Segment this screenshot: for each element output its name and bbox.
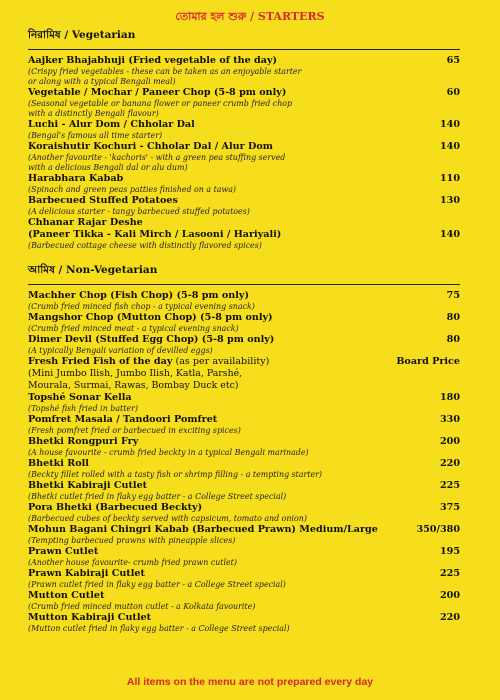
- item-description: (Crumb fried minced mutton cutlet - a Kolkata favourite): [28, 602, 256, 611]
- item-name: Koraishutir Kochuri - Chholar Dal / Alur Dom: [28, 141, 273, 152]
- menu-item: [28, 480, 460, 502]
- section-title-vegetarian: নিরামিষ / Vegetarian: [28, 29, 136, 41]
- item-price: 195: [439, 546, 460, 557]
- item-description: (Tempting barbecued prawns with pineapple slices): [28, 536, 236, 545]
- item-price: 80: [446, 312, 460, 323]
- item-name: Fresh Fried Fish of the day: [28, 356, 173, 367]
- item-price: 75: [446, 290, 460, 301]
- item-description: (Another favourite - 'kachoris' - with a green pea stuffing served: [28, 153, 286, 162]
- menu-item: [28, 87, 460, 119]
- item-description: (Bengal's famous all time starter): [28, 131, 163, 140]
- item-description: (Spinach and green peas patties finished on a tawa): [28, 185, 236, 194]
- item-description: (Crumb fried minced meat - a typical evening snack): [28, 324, 239, 333]
- item-name: Luchi - Alur Dom / Chholar Dal: [28, 119, 195, 130]
- item-price: 140: [439, 229, 460, 240]
- item-name: Aajker Bhajabhuji (Fried vegetable of the day): [28, 55, 278, 66]
- item-price: 220: [439, 612, 460, 623]
- menu-item: [28, 414, 460, 436]
- item-price: 80: [446, 334, 460, 345]
- item-description: with a distinctly Bengali flavour): [28, 109, 159, 118]
- item-description: (A house favourite - crumb fried beckty in a typical Bengali marinade): [28, 448, 309, 457]
- item-description: with a delicious Bengali dal or alu dum): [28, 163, 188, 172]
- item-price: 225: [439, 568, 460, 579]
- item-description: (Seasonal vegetable or banana flower or paneer crumb fried chop: [28, 99, 293, 108]
- menu-item: [28, 312, 460, 334]
- item-description: (Topshé fish fried in batter): [28, 404, 138, 413]
- item-description: (A typically Bengali variation of devilled eggs): [28, 346, 213, 355]
- menu-item: [28, 356, 460, 392]
- item-description: (Barbecued cottage cheese with distinctly flavored spices): [28, 241, 262, 250]
- section-divider: [28, 49, 460, 50]
- menu-item: [28, 119, 460, 141]
- item-name: Topshé Sonar Kella: [28, 392, 132, 403]
- item-description: (Prawn cutlet fried in flaky egg batter - a College Street special): [28, 580, 286, 589]
- item-name: Mutton Cutlet: [28, 590, 105, 601]
- item-description: (Crumb fried minced fish chop - a typical evening snack): [28, 302, 255, 311]
- menu-item: [28, 502, 460, 524]
- item-name-detail: (Paneer Tikka - Kali Mirch / Lasooni / Hariyali): [28, 229, 282, 240]
- item-name: Mohun Bagani Chingri Kabab (Barbecued Prawn) Medium/Large: [28, 524, 378, 535]
- item-price: 110: [439, 173, 460, 184]
- menu-item: [28, 436, 460, 458]
- item-price: 130: [439, 195, 460, 206]
- item-price: 200: [439, 436, 460, 447]
- item-price: 330: [439, 414, 460, 425]
- item-price: 200: [439, 590, 460, 601]
- page-title: তোমার হল শুরু / STARTERS: [175, 10, 325, 23]
- item-description: (Bhetki cutlet fried in flaky egg batter - a College Street special): [28, 492, 287, 501]
- non-vegetarian-section: [0, 263, 500, 634]
- item-name: Pora Bhetki (Barbecued Beckty): [28, 502, 203, 513]
- item-name: Bhetki Rongpuri Fry: [28, 436, 139, 447]
- item-name: Dimer Devil (Stuffed Egg Chop) (5-8 pm only): [28, 334, 275, 345]
- item-name: Prawn Kabiraji Cutlet: [28, 568, 145, 579]
- item-price: 220: [439, 458, 460, 469]
- item-description: (A delicious starter - tangy barbecued stuffed potatoes): [28, 207, 250, 216]
- menu-item: [28, 217, 460, 251]
- menu-item: [28, 458, 460, 480]
- menu-item: [28, 612, 460, 634]
- item-name: Mutton Kabiraji Cutlet: [28, 612, 152, 623]
- item-price: 140: [439, 141, 460, 152]
- section-divider: [28, 284, 460, 285]
- section-title-non-vegetarian: আমিষ / Non-Vegetarian: [28, 264, 158, 276]
- menu-item: [28, 568, 460, 590]
- item-description: (Barbecued cubes of beckty served with capsicum, tomato and onion): [28, 514, 307, 523]
- item-varieties: (Mini Jumbo Ilish, Jumbo Ilish, Katla, Parshé,: [28, 368, 243, 379]
- vegetarian-section: [0, 28, 500, 251]
- item-varieties: Mourala, Surmai, Rawas, Bombay Duck etc): [28, 380, 239, 391]
- menu-item: [28, 392, 460, 414]
- footer-note: All items on the menu are not prepared every day: [126, 676, 374, 688]
- menu-item: [28, 546, 460, 568]
- menu-item: [28, 334, 460, 356]
- item-name: Pomfret Masala / Tandoori Pomfret: [28, 414, 218, 425]
- menu-item: [28, 290, 460, 312]
- item-price: 180: [439, 392, 460, 403]
- menu-item: [28, 141, 460, 173]
- item-name: Harabhara Kabab: [28, 173, 124, 184]
- item-price: 350/380: [416, 524, 460, 535]
- item-name-note: (as per availability): [172, 356, 270, 367]
- item-price: 60: [446, 87, 460, 98]
- item-name: Chhanar Rajar Deshe: [28, 217, 143, 228]
- item-name: Mangshor Chop (Mutton Chop) (5-8 pm only): [28, 312, 273, 323]
- item-description: (Crispy fried vegetables - these can be taken as an enjoyable starter: [28, 67, 302, 76]
- menu-item: [28, 55, 460, 87]
- item-description: (Mutton cutlet fried in flaky egg batter - a College Street special): [28, 624, 290, 633]
- item-price: 65: [446, 55, 460, 66]
- item-name: Prawn Cutlet: [28, 546, 99, 557]
- item-price: 225: [439, 480, 460, 491]
- item-description: (Another house favourite- crumb fried prawn cutlet): [28, 558, 237, 567]
- item-name: Bhetki Roll: [28, 458, 89, 469]
- item-name: Barbecued Stuffed Potatoes: [28, 195, 178, 206]
- item-price: Board Price: [396, 356, 460, 367]
- item-name: Machher Chop (Fish Chop) (5-8 pm only): [28, 290, 250, 301]
- item-description: (Beckty fillet rolled with a tasty fish or shrimp filling - a tempting starter): [28, 470, 323, 479]
- item-price: 140: [439, 119, 460, 130]
- section-gap: [0, 251, 500, 263]
- menu-item: [28, 524, 460, 546]
- menu-item: [28, 195, 460, 217]
- menu-item: [28, 173, 460, 195]
- item-description: or along with a typical Bengali meal): [28, 77, 176, 86]
- menu-item: [28, 590, 460, 612]
- item-name: Vegetable / Mochar / Paneer Chop (5-8 pm only): [28, 87, 287, 98]
- item-name: Bhetki Kabiraji Cutlet: [28, 480, 148, 491]
- item-price: 375: [439, 502, 460, 513]
- item-description: (Fresh pomfret fried or barbecued in exciting spices): [28, 426, 241, 435]
